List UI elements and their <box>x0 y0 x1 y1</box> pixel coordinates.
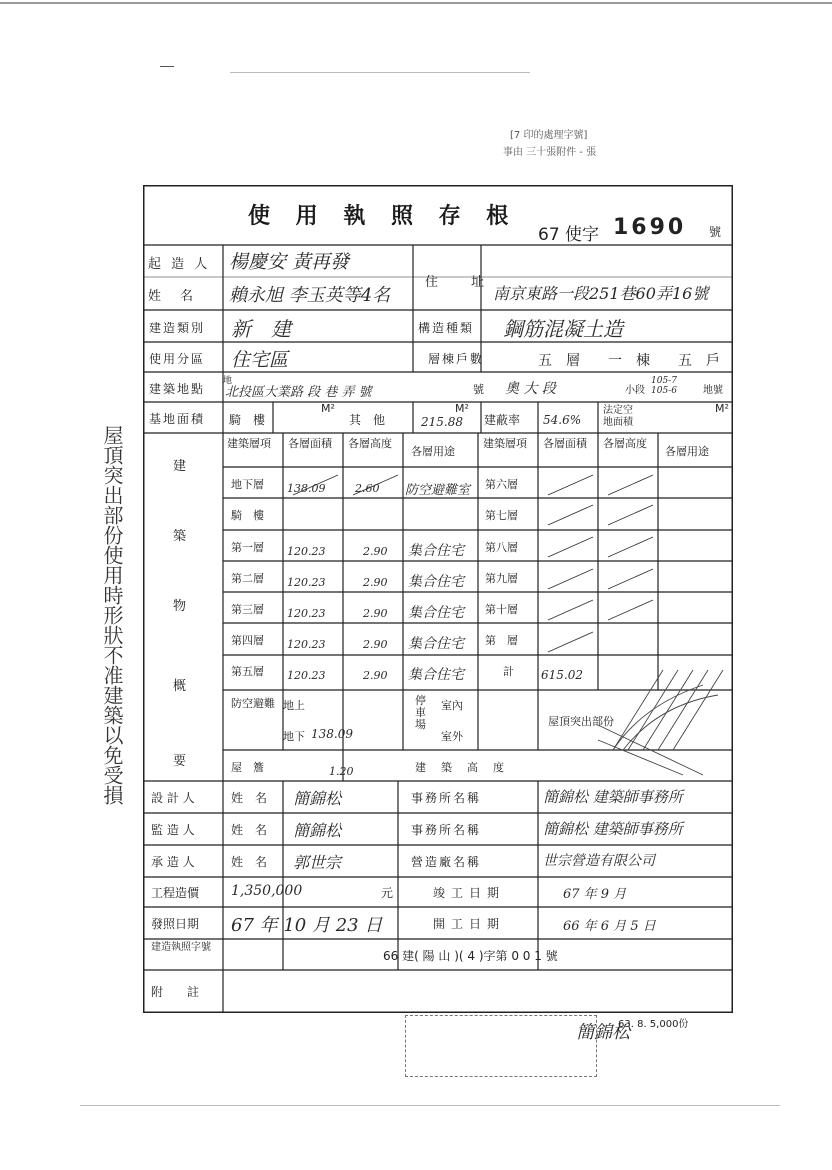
designer-name: 簡錦松 <box>293 789 342 808</box>
issue-date: 67 年 10 月 23 日 <box>231 915 383 936</box>
floor-left-2-height: 2.90 <box>363 545 388 558</box>
label-roof-room: 屋頂突出部份 <box>548 715 614 728</box>
site-section: 奧 大 段 <box>505 381 556 397</box>
label-applicant-name: 姓 名 <box>148 289 197 304</box>
floor-left-0-height: 2.60 <box>355 482 380 495</box>
use-zone-value: 住宅區 <box>231 349 289 371</box>
civil-defense-below: 138.09 <box>311 727 353 741</box>
label-address: 住 址 <box>425 275 495 290</box>
scan-streak <box>230 72 530 73</box>
floor-left-6-height: 2.90 <box>363 669 388 682</box>
contractor-name: 郭世宗 <box>293 853 342 872</box>
label-below-ground: 地下 <box>283 730 305 743</box>
label-overview-2: 築 <box>173 529 187 544</box>
permit-no: 66 建( 陽 山 )( 4 )字第 0 0 1 號 <box>383 949 558 963</box>
floor-left-0-name: 地下層 <box>231 478 264 491</box>
permit-number-prefix: 67 使字 <box>538 225 600 245</box>
build-type-value: 新 建 <box>231 317 291 341</box>
floor-left-6-area: 120.23 <box>287 669 326 682</box>
label-total: 計 <box>503 665 514 678</box>
col-header-area-right: 各層面積 <box>543 437 587 450</box>
footer-note: 63. 8. 5,000份 <box>618 1019 689 1030</box>
start-date: 66 年 6 月 5 日 <box>563 919 656 934</box>
label-eaves: 屋 簷 <box>231 761 264 774</box>
label-contractor-name: 姓 名 <box>231 855 268 869</box>
label-building-height: 建 築 高 度 <box>415 761 506 774</box>
label-legal-open: 法定空地面積 <box>603 405 633 428</box>
label-other: 其 他 <box>349 413 386 427</box>
site-lot: 105-7 105-6 <box>651 376 677 396</box>
floor-left-5-area: 120.23 <box>287 638 326 651</box>
label-site: 建築地點 <box>149 382 206 396</box>
label-supervisor: 監 造 人 <box>151 823 195 837</box>
form-title: 使 用 執 照 存 根 <box>248 204 518 229</box>
label-civil-defense: 防空避難 <box>231 697 275 710</box>
total-area: 615.02 <box>541 668 583 682</box>
floor-left-2-use: 集合住宅 <box>408 543 464 559</box>
floor-left-0-use: 防空避難室 <box>405 483 471 498</box>
floor-left-6-name: 第五層 <box>231 665 264 678</box>
label-permit-no: 建造執照字號 <box>151 942 211 953</box>
label-overview-4: 概 <box>173 679 187 694</box>
supervisor-firm: 簡錦松 建築師事務所 <box>543 820 683 838</box>
col-header-use-right: 各層用途 <box>665 445 709 458</box>
permit-number: 1690 <box>613 215 687 240</box>
label-applicant: 起 造 人 <box>148 257 211 272</box>
header-stamp-line2: 事由 三十張附件 - 張 <box>503 147 597 158</box>
label-start-date: 開工日期 <box>433 917 506 931</box>
floor-right-0-name: 第六層 <box>485 478 518 491</box>
floor-left-5-use: 集合住宅 <box>408 636 464 652</box>
eaves-depth: 1.20 <box>329 765 354 778</box>
label-overview-3: 物 <box>173 599 187 614</box>
label-arcade: 騎 樓 <box>229 413 266 427</box>
label-designer-name: 姓 名 <box>231 791 268 805</box>
label-remarks: 附 註 <box>151 985 206 999</box>
label-issue-date: 發照日期 <box>151 917 200 931</box>
label-contractor: 承 造 人 <box>151 855 195 869</box>
floor-left-5-height: 2.90 <box>363 638 388 651</box>
floor-left-2-area: 120.23 <box>287 545 326 558</box>
label-parking: 停車場 <box>415 694 426 731</box>
site-location: 北投區大業路 段 巷 弄 號 <box>225 385 372 400</box>
floor-left-4-use: 集合住宅 <box>408 605 464 621</box>
label-yuan: 元 <box>381 886 394 900</box>
contractor-company: 世宗營造有限公司 <box>543 853 655 869</box>
scan-edge <box>0 2 832 4</box>
header-stamp-line1: [7 印的處理字號] <box>510 130 588 141</box>
label-designer: 設 計 人 <box>151 791 195 805</box>
floors-value: 五 層 <box>538 353 580 369</box>
label-site-di: 地 <box>223 376 233 386</box>
col-header-area-left: 各層面積 <box>288 437 332 450</box>
floor-left-0-area: 138.09 <box>287 482 326 495</box>
floor-left-4-name: 第三層 <box>231 603 264 616</box>
site-subsection: 小段 <box>625 385 645 396</box>
floor-right-5-name: 第 層 <box>485 634 518 647</box>
label-floors-units: 層棟戶數 <box>428 352 485 366</box>
label-site-number: 地號 <box>703 385 723 396</box>
label-overview-1: 建 <box>173 459 187 474</box>
scan-speck <box>160 66 174 67</box>
label-outdoor: 室外 <box>441 730 463 743</box>
applicant-name-1: 楊慶安 黃再發 <box>229 251 350 273</box>
coverage-value: 54.6% <box>543 413 582 427</box>
label-above-ground: 地上 <box>283 699 305 712</box>
floor-left-4-height: 2.90 <box>363 607 388 620</box>
site-area-other: 215.88 <box>421 415 463 429</box>
seal-stamp <box>405 1015 630 1077</box>
floor-right-3-name: 第九層 <box>485 572 518 585</box>
floor-right-4-name: 第十層 <box>485 603 518 616</box>
applicant-name-2: 賴永旭 李玉英等4名 <box>229 285 391 306</box>
label-overview-5: 要 <box>173 754 187 769</box>
designer-firm: 簡錦松 建築師事務所 <box>543 788 683 806</box>
buildings-value: 一 棟 <box>608 353 650 369</box>
col-header-use-left: 各層用途 <box>411 445 455 458</box>
label-cost: 工程造價 <box>151 886 200 900</box>
permit-form <box>143 185 733 1043</box>
label-designer-firm: 事務所名稱 <box>411 791 482 805</box>
structure-value: 鋼筋混凝土造 <box>503 317 623 341</box>
unit-arcade-m2: M² <box>321 402 335 415</box>
floor-left-4-area: 120.23 <box>287 607 326 620</box>
floor-right-2-name: 第八層 <box>485 541 518 554</box>
label-build-type: 建造類別 <box>149 321 206 335</box>
label-structure-type: 構造種類 <box>418 321 475 335</box>
floor-left-1-name: 騎 樓 <box>231 509 264 522</box>
side-note: 屋頂突出部份使用時形狀不准建築以免受損 <box>100 425 124 805</box>
cost-value: 1,350,000 <box>231 883 303 899</box>
floor-left-3-name: 第二層 <box>231 572 264 585</box>
col-header-floor-right: 建築層項 <box>483 437 527 450</box>
floor-left-5-name: 第四層 <box>231 634 264 647</box>
label-completion-date: 竣工日期 <box>433 886 506 900</box>
floor-left-3-use: 集合住宅 <box>408 574 464 590</box>
floor-right-1-name: 第七層 <box>485 509 518 522</box>
label-indoor: 室內 <box>441 699 463 712</box>
supervisor-name: 簡錦松 <box>293 821 342 840</box>
unit-legal-m2: M² <box>715 402 729 415</box>
floor-left-6-use: 集合住宅 <box>408 667 464 683</box>
label-supervisor-name: 姓 名 <box>231 823 268 837</box>
floor-left-3-area: 120.23 <box>287 576 326 589</box>
label-supervisor-firm: 事務所名稱 <box>411 823 482 837</box>
label-site-hao: 號 <box>473 383 484 396</box>
permit-number-suffix: 號 <box>709 225 722 239</box>
seal-stamp-text: 簡錦松 <box>576 1022 630 1043</box>
scan-streak-bottom <box>80 1105 780 1106</box>
floor-left-2-name: 第一層 <box>231 541 264 554</box>
label-site-area: 基地面積 <box>149 412 206 426</box>
label-contractor-company: 營造廠名稱 <box>411 855 482 869</box>
unit-other-m2: M² <box>455 402 469 415</box>
col-header-height-left: 各層高度 <box>348 437 392 450</box>
col-header-floor-left: 建築層項 <box>227 437 271 450</box>
label-coverage: 建蔽率 <box>484 413 521 427</box>
floor-left-3-height: 2.90 <box>363 576 388 589</box>
col-header-height-right: 各層高度 <box>603 437 647 450</box>
completion-date: 67 年 9 月 <box>563 887 627 902</box>
applicant-address: 南京東路一段251巷60弄16號 <box>493 284 709 303</box>
units-value: 五 戶 <box>678 353 720 369</box>
label-use-zone: 使用分區 <box>149 352 206 366</box>
